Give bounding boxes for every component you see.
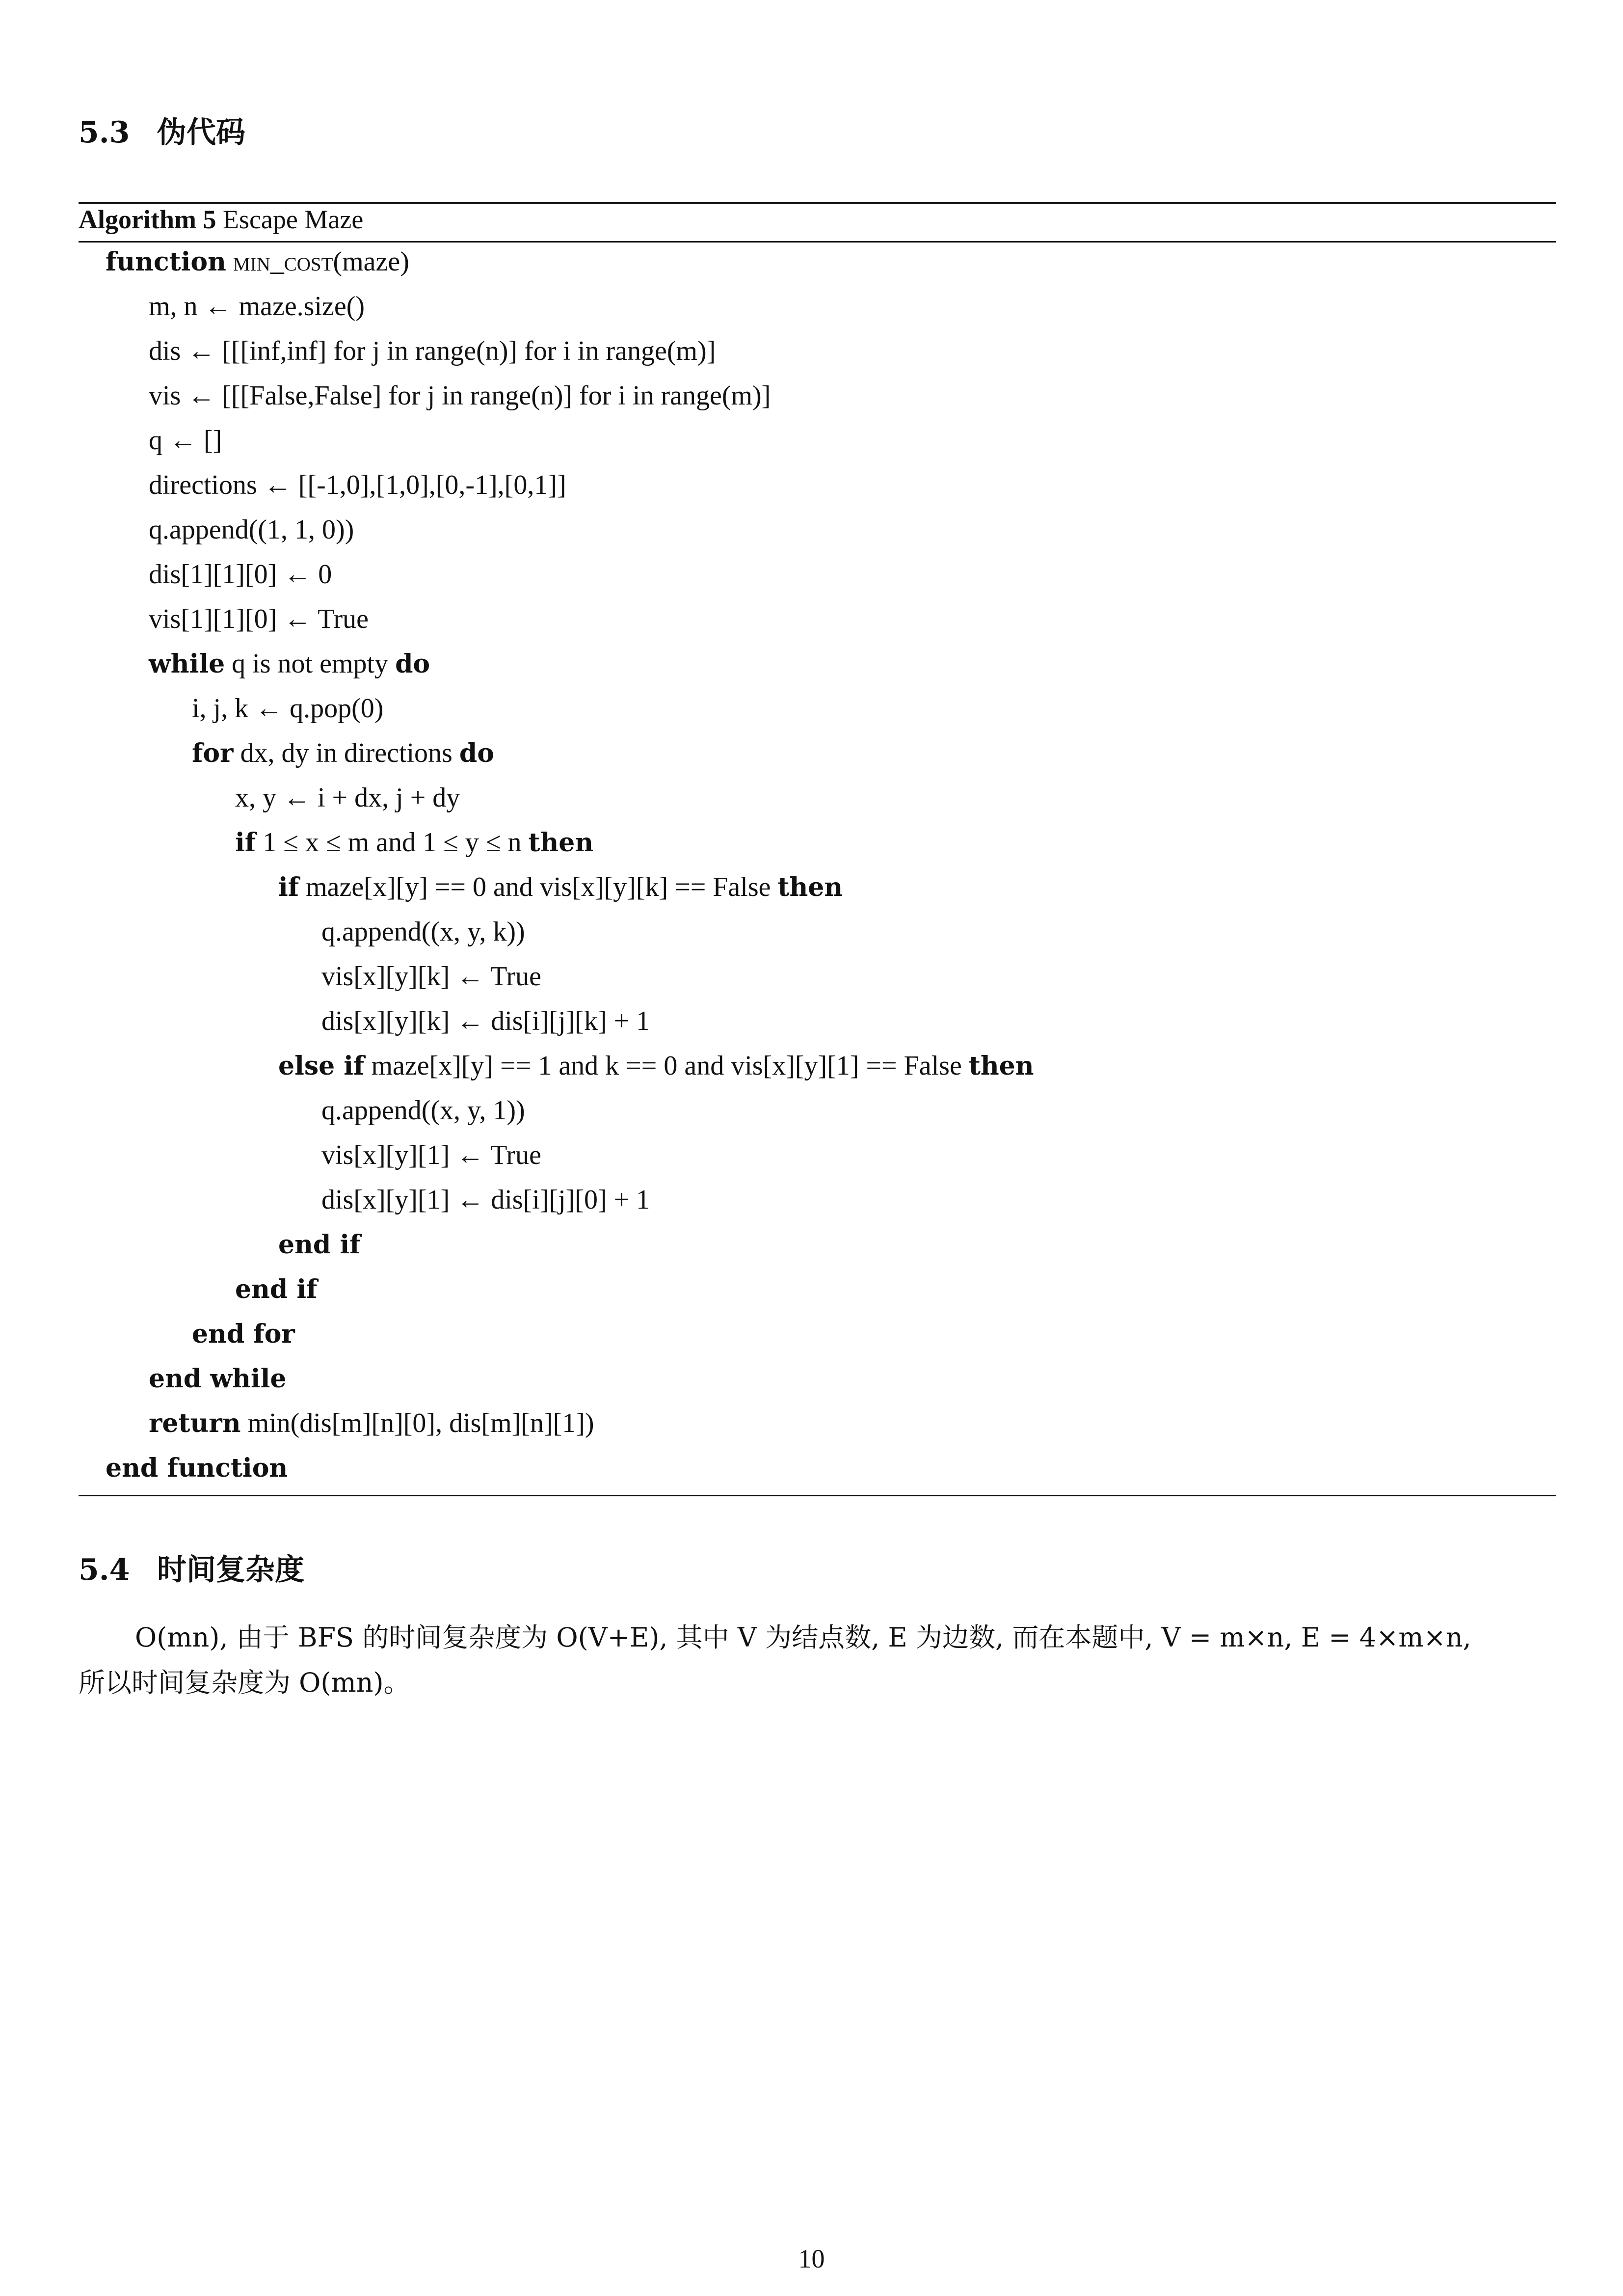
algorithm-line	[149, 516, 354, 543]
statement-text: vis[1][1][0] ← True	[149, 604, 369, 634]
keyword: do	[459, 738, 494, 768]
statement-text: min(dis[m][n][0], dis[m][n][1])	[247, 1408, 594, 1438]
statement-text: q.append((x, y, k))	[321, 917, 525, 947]
algorithm-line	[106, 1454, 288, 1482]
paragraph-line-1: O(mn), 由于 BFS 的时间复杂度为 O(V+E), 其中 V 为结点数, E 为边数, 而在本题中, V = m×n, E = 4×m×n,	[135, 1622, 1471, 1653]
statement-text: dis ← [[[inf,inf] for j in range(n)] for i in range(m)]	[149, 336, 716, 366]
algorithm-line	[321, 1141, 541, 1169]
keyword: do	[395, 649, 430, 679]
keyword: end function	[106, 1453, 288, 1483]
keyword: return	[149, 1408, 241, 1438]
keyword: if	[235, 828, 256, 858]
algorithm-line	[321, 963, 541, 990]
algorithm-line	[149, 427, 222, 454]
statement-text: dis[x][y][k] ← dis[i][j][k] + 1	[321, 1006, 650, 1036]
algorithm-line	[149, 650, 430, 677]
complexity-paragraph	[79, 1615, 1556, 1705]
keyword: for	[192, 738, 234, 768]
keyword: then	[528, 828, 594, 858]
algorithm-line	[149, 561, 332, 588]
page-number: 10	[798, 2244, 825, 2273]
algorithm-caption-rule	[79, 241, 1556, 243]
algorithm-name: Escape Maze	[222, 205, 364, 234]
algorithm-top-rule	[79, 202, 1556, 204]
section-heading-5-3	[79, 115, 245, 150]
algorithm-line	[149, 337, 716, 365]
algorithm-line	[278, 1052, 1034, 1080]
algorithm-line	[149, 471, 566, 499]
statement-text: maze[x][y] == 1 and k == 0 and vis[x][y][1] == False	[371, 1051, 962, 1081]
statement-text: 1 ≤ x ≤ m and 1 ≤ y ≤ n	[263, 827, 522, 858]
statement-text: dis[1][1][0] ← 0	[149, 559, 332, 590]
statement-text: q ← []	[149, 425, 222, 456]
statement-text: maze[x][y] == 0 and vis[x][y][k] == False	[306, 872, 771, 902]
statement-text: vis ← [[[False,False] for j in range(n)] for i in range(m)]	[149, 380, 771, 411]
statement-text: vis[x][y][k] ← True	[321, 961, 541, 992]
keyword: end if	[235, 1274, 318, 1304]
algorithm-line	[321, 1007, 650, 1035]
algorithm-line	[278, 1231, 360, 1258]
paragraph-line	[79, 1615, 1556, 1660]
keyword: function	[106, 247, 226, 277]
statement-text: dis[x][y][1] ← dis[i][j][0] + 1	[321, 1185, 650, 1215]
algorithm-line	[149, 293, 365, 320]
algorithm-bottom-rule	[79, 1495, 1556, 1496]
statement-text: directions ← [[-1,0],[1,0],[0,-1],[0,1]]	[149, 470, 566, 500]
algorithm-line	[149, 1365, 287, 1392]
algorithm-line	[149, 605, 369, 633]
keyword: else if	[278, 1051, 365, 1081]
keyword: end for	[192, 1319, 295, 1349]
statement-text: vis[x][y][1] ← True	[321, 1140, 541, 1170]
algorithm-label: Algorithm 5	[79, 205, 216, 234]
statement-text: m, n ← maze.size()	[149, 291, 365, 322]
algorithm-line	[192, 1320, 295, 1348]
statement-text: x, y ← i + dx, j + dy	[235, 783, 460, 813]
algorithm-line	[106, 248, 409, 275]
section-title: 伪代码	[157, 115, 245, 150]
algorithm-line	[321, 918, 525, 945]
algorithm-line	[235, 829, 593, 856]
algorithm-line	[278, 873, 843, 901]
section-number: 5.4	[79, 1553, 130, 1587]
algorithm-line	[149, 382, 771, 409]
algorithm-line	[321, 1097, 525, 1124]
statement-text: q is not empty	[232, 648, 389, 679]
keyword: while	[149, 649, 225, 679]
statement-text: q.append((1, 1, 0))	[149, 514, 354, 545]
statement-text: i, j, k ← q.pop(0)	[192, 693, 384, 724]
keyword: end while	[149, 1364, 287, 1394]
algorithm-line	[192, 695, 383, 722]
paragraph-line: 所以时间复杂度为 O(mn)。	[79, 1667, 410, 1698]
section-number: 5.3	[79, 115, 130, 150]
algorithm-line	[235, 1275, 317, 1303]
function-name: min_cost	[233, 246, 333, 277]
section-title: 时间复杂度	[157, 1553, 304, 1587]
algorithm-line	[192, 739, 494, 767]
algorithm-line	[235, 784, 460, 811]
algorithm-caption	[79, 206, 363, 233]
keyword: then	[968, 1051, 1034, 1081]
statement-text: q.append((x, y, 1))	[321, 1095, 525, 1126]
keyword: if	[278, 872, 299, 902]
keyword: then	[777, 872, 843, 902]
section-heading-5-4	[79, 1555, 304, 1585]
algorithm-line	[149, 1409, 594, 1437]
statement-text: dx, dy in directions	[240, 738, 452, 768]
function-args: (maze)	[333, 246, 409, 277]
keyword: end if	[278, 1230, 361, 1260]
algorithm-line	[321, 1186, 650, 1214]
